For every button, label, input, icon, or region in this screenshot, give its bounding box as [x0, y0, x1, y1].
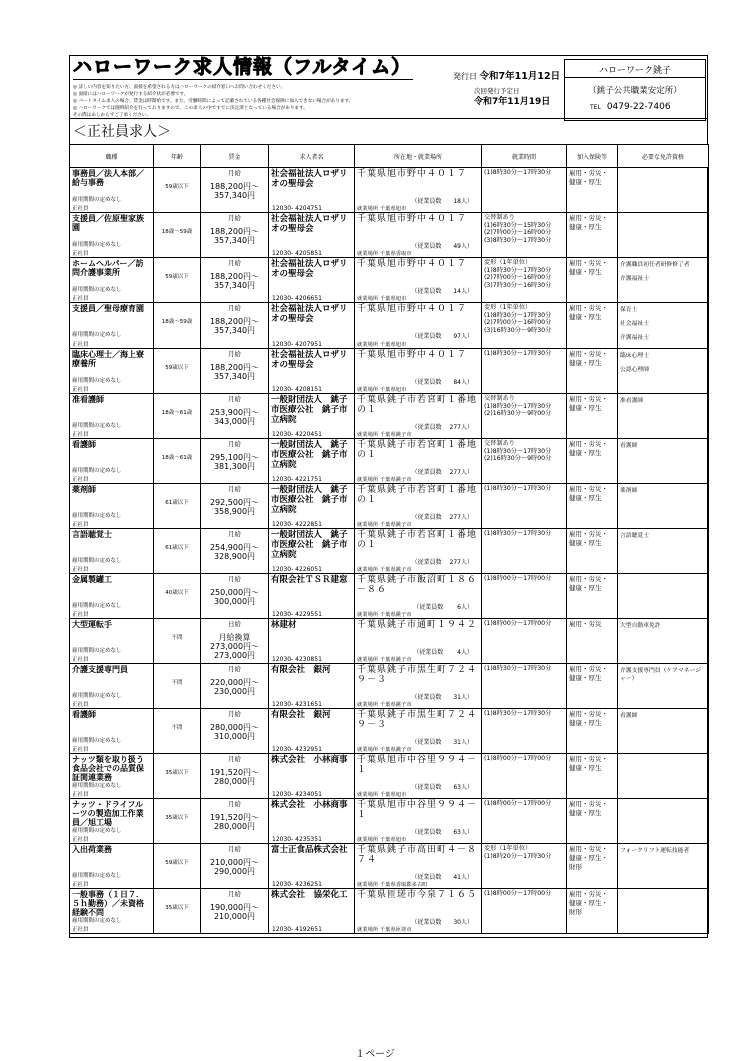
- employment-form: 正社員: [72, 927, 89, 933]
- age-limit: 18歳～59歳: [161, 229, 193, 235]
- wage-type: 月給: [228, 575, 241, 583]
- job-number: 12030- 4229551: [272, 611, 322, 618]
- employee-count: （従業員数 14人）: [411, 288, 473, 295]
- employer-address: 千葉県旭市野中４０１７: [357, 169, 468, 179]
- job-title: 入出荷業務: [72, 845, 112, 854]
- employer-name: 一般財団法人 銚子市医療公社 銚子市立病院: [271, 440, 348, 470]
- job-row[interactable]: [70, 574, 709, 619]
- employer-address: 千葉県旭市野中４０１７: [357, 304, 468, 314]
- employee-count: （従業員数 30人）: [411, 919, 473, 926]
- job-title: 事務員／法人本部／給与事務: [72, 169, 144, 187]
- employer-name: 一般財団法人 銚子市医療公社 銚子市立病院: [271, 530, 348, 560]
- employer-name: 株式会社 小林商事: [271, 800, 348, 810]
- age-limit: 61歳以下: [165, 500, 189, 506]
- issue-date: 発行日 令和7年11月12日: [453, 71, 561, 82]
- workplace: 就業場所 千葉県銚子市: [357, 657, 412, 663]
- phone-icon: TEL: [590, 104, 601, 111]
- insurance: 雇用・労災・ 健康・厚生: [569, 710, 608, 727]
- employer-name: 社会福祉法人ロザリオの聖母会: [271, 169, 348, 189]
- job-row[interactable]: [70, 709, 709, 754]
- work-hours: 交替制あり (1)6時30分～15時30分 (2)7時00分～16時00分 (3)8時30分～17時30分: [484, 214, 552, 244]
- employer-name: 林建材: [271, 620, 297, 630]
- employment-form: 正社員: [72, 387, 89, 393]
- employer-name: 一般財団法人 銚子市医療公社 銚子市立病院: [271, 395, 348, 425]
- workplace: 就業場所 千葉県香取市: [357, 251, 412, 257]
- age-limit: 35歳以下: [165, 770, 189, 776]
- wage-type: 月給: [228, 665, 241, 673]
- employer-name: 有限会社 銀河: [271, 710, 331, 720]
- insurance: 雇用・労災・ 健康・厚生: [569, 350, 608, 367]
- license-item: 言語聴覚士: [620, 533, 649, 539]
- employment-form: 正社員: [72, 657, 89, 663]
- work-hours: 交替制あり (1)8時30分～17時30分 (2)16時30分～9時00分: [484, 395, 552, 417]
- wage-range: 188,200円～ 357,340円: [209, 317, 260, 335]
- workplace: 就業場所 千葉県旭市: [357, 296, 407, 302]
- employment-form: 正社員: [72, 206, 89, 212]
- job-number: 12030- 4208151: [272, 386, 322, 393]
- employment-form: 正社員: [72, 251, 89, 257]
- employer-address: 千葉県銚子市飯沼町１８６－８６: [357, 575, 478, 595]
- license-item: 介護福祉士: [620, 335, 649, 341]
- employee-count: （従業員数 31人）: [411, 739, 473, 746]
- employment-form: 正社員: [72, 342, 89, 348]
- job-number: 12030- 4236251: [272, 881, 322, 888]
- work-hours: 変形（1年単位） (1)8時30分～17時30分 (2)7時00分～16時00分 (3)16時30分～9時30分: [484, 304, 552, 334]
- job-number: 12030- 4230851: [272, 656, 322, 663]
- license-item: 看護師: [620, 443, 638, 449]
- job-title: 金属製罐工: [72, 575, 112, 584]
- contract-type: 雇用期間の定めなし: [72, 693, 122, 699]
- job-title: 准看護師: [72, 395, 104, 404]
- jobs-table: [69, 144, 709, 934]
- workplace: 就業場所 千葉県銚子市: [357, 612, 412, 618]
- workplace: 就業場所 千葉県旭市: [357, 837, 407, 843]
- workplace: 就業場所 千葉県匝瑳市: [357, 927, 412, 933]
- contract-type: 雇用期間の定めなし: [72, 558, 122, 564]
- wage-range: 254,900円～ 328,900円: [209, 543, 260, 561]
- contract-type: 雇用期間の定めなし: [72, 423, 122, 429]
- wage-type: 月給: [228, 395, 241, 403]
- employer-address: 千葉県銚子市黒生町７２４９－３: [357, 710, 478, 730]
- work-hours: (1)8時30分～17時30分: [484, 530, 552, 537]
- column-header: 求人者名: [269, 145, 355, 168]
- notice-line: その際はあしからずご了承ください。: [73, 113, 152, 118]
- work-hours: (1)8時00分～17時00分: [484, 890, 552, 897]
- employer-name: 有限会社 銀河: [271, 665, 331, 675]
- employee-count: （従業員数 84人）: [411, 379, 473, 386]
- age-limit: 61歳以下: [165, 545, 189, 551]
- contract-type: 雇用期間の定めなし: [72, 332, 122, 338]
- employment-form: 正社員: [72, 837, 89, 843]
- notice-line: ◎ ハローワークでは随時紹介を行っておりますので、この求人の中ですでに決定済となっている場合があります。: [73, 106, 308, 111]
- job-number: 12030- 4231651: [272, 701, 322, 708]
- insurance: 雇用・労災・ 健康・厚生・ 財形: [569, 890, 608, 916]
- employee-count: （従業員数 18人）: [411, 198, 473, 205]
- required-licenses: [620, 487, 706, 495]
- employee-count: （従業員数 277人）: [411, 559, 473, 566]
- workplace: 就業場所 千葉県旭市: [357, 206, 407, 212]
- age-limit: 59歳以下: [165, 184, 189, 190]
- employer-name: 社会福祉法人ロザリオの聖母会: [271, 304, 348, 324]
- job-number: 12030- 4226051: [272, 566, 322, 573]
- insurance: 雇用・労災: [569, 620, 602, 628]
- employment-form: 正社員: [72, 792, 89, 798]
- job-row[interactable]: [70, 844, 709, 889]
- work-hours: (1)8時00分～17時00分: [484, 575, 552, 582]
- employer-name: 社会福祉法人ロザリオの聖母会: [271, 214, 348, 234]
- age-limit: 18歳～61歳: [161, 410, 193, 416]
- employment-form: 正社員: [72, 522, 89, 528]
- employee-count: （従業員数 97人）: [411, 333, 473, 340]
- job-row[interactable]: [70, 349, 709, 394]
- employer-name: 一般財団法人 銚子市医療公社 銚子市立病院: [271, 485, 348, 515]
- license-item: 介護支援専門員（ケアマネージャー）: [620, 668, 702, 682]
- job-row[interactable]: [70, 258, 709, 303]
- workplace: 就業場所 千葉県旭市: [357, 792, 407, 798]
- employee-count: （従業員数 31人）: [411, 694, 473, 701]
- employer-address: 千葉県銚子市黒生町７２４９－３: [357, 665, 478, 685]
- required-licenses: [620, 261, 706, 283]
- required-licenses: [620, 442, 706, 450]
- employee-count: （従業員数 4人）: [413, 649, 473, 656]
- job-row[interactable]: [70, 754, 709, 799]
- insurance: 雇用・労災・ 健康・厚生: [569, 304, 608, 321]
- wage-range: 188,200円～ 357,340円: [209, 182, 260, 200]
- employer-address: 千葉県旭市野中４０１７: [357, 214, 468, 224]
- employer-address: 千葉県銚子市高田町４－８７４: [357, 845, 478, 865]
- wage-range: 220,000円～ 230,000円: [209, 678, 260, 696]
- employee-count: （従業員数 277人）: [411, 424, 473, 431]
- contract-type: 雇用期間の定めなし: [72, 468, 122, 474]
- age-limit: 不問: [171, 635, 183, 641]
- column-header: 必要な免許資格: [618, 145, 709, 168]
- work-hours: (1)8時30分～17時30分: [484, 169, 552, 176]
- workplace: 就業場所 千葉県銚子市: [357, 567, 412, 573]
- insurance: 雇用・労災・ 健康・厚生: [569, 530, 608, 547]
- work-hours: 変形（1年単位） (1)8時20分～17時30分: [484, 845, 552, 860]
- wage-range: 191,520円～ 280,000円: [209, 813, 260, 831]
- insurance: 雇用・労災・ 健康・厚生・ 財形: [569, 845, 608, 871]
- insurance: 雇用・労災・ 健康・厚生: [569, 259, 608, 276]
- column-header: 加入保険等: [567, 145, 618, 168]
- job-title: 支援員／佐原聖家族園: [72, 214, 144, 232]
- job-row[interactable]: [70, 889, 709, 934]
- wage-range: 188,200円～ 357,340円: [209, 272, 260, 290]
- wage-range: 295,100円～ 381,300円: [209, 453, 260, 471]
- employer-name: 富士正食品株式会社: [271, 845, 348, 855]
- insurance: 雇用・労災・ 健康・厚生: [569, 665, 608, 682]
- work-hours: (1)8時00分～17時00分: [484, 620, 552, 627]
- job-title: ナッツ類を取り扱う食品会社での品質保証関連業務: [72, 755, 144, 782]
- required-licenses: [620, 306, 706, 342]
- job-row[interactable]: [70, 799, 709, 844]
- office-subtitle: （銚子公共職業安定所）: [588, 86, 682, 96]
- contract-type: 雇用期間の定めなし: [72, 378, 122, 384]
- job-row[interactable]: [70, 394, 709, 439]
- page-title: ハローワーク求人情報（フルタイム）: [73, 56, 412, 78]
- wage-range: 月給換算 273,000円～ 273,000円: [209, 633, 260, 660]
- work-hours: (1)8時30分～17時30分: [484, 710, 552, 717]
- employer-address: 千葉県銚子市若宮町１番地の１: [357, 530, 478, 550]
- column-header: 就業時間: [482, 145, 567, 168]
- job-title: ホームヘルパー／訪問介護事業所: [72, 259, 144, 277]
- work-hours: (1)8時30分～17時30分: [484, 485, 552, 492]
- required-licenses: [620, 622, 706, 630]
- insurance: 雇用・労災・ 健康・厚生: [569, 395, 608, 412]
- employer-address: 千葉県匝瑳市今泉７１６５: [357, 890, 478, 900]
- office-box: [564, 59, 706, 121]
- age-limit: 59歳以下: [165, 274, 189, 280]
- workplace: 就業場所 千葉県銚子市: [357, 432, 412, 438]
- job-title: 言語聴覚士: [72, 530, 112, 539]
- page-number: １ページ: [355, 1049, 395, 1060]
- job-row[interactable]: [70, 529, 709, 574]
- employment-form: 正社員: [72, 477, 89, 483]
- wage-range: 250,000円～ 300,000円: [209, 588, 260, 606]
- required-licenses: [620, 847, 706, 855]
- required-licenses: [620, 397, 706, 405]
- work-hours: 変形（1年単位） (1)8時30分～17時30分 (2)7時00分～16時00分 (3)7時30分～16時30分: [484, 259, 552, 289]
- wage-range: 253,900円～ 343,000円: [209, 408, 260, 426]
- wage-type: 月給: [228, 350, 241, 358]
- required-licenses: [620, 712, 706, 720]
- employer-name: 社会福祉法人ロザリオの聖母会: [271, 259, 348, 279]
- job-title: 支援員／聖母療育園: [72, 304, 144, 313]
- job-row[interactable]: [70, 168, 709, 213]
- insurance: 雇用・労災・ 健康・厚生: [569, 800, 608, 817]
- employee-count: （従業員数 41人）: [411, 874, 473, 881]
- workplace: 就業場所 千葉県銚子市: [357, 747, 412, 753]
- job-number: 12030- 4220451: [272, 431, 322, 438]
- license-item: 臨床心理士: [620, 353, 649, 359]
- job-title: 看護師: [72, 710, 96, 719]
- insurance: 雇用・労災・ 健康・厚生: [569, 575, 608, 592]
- insurance: 雇用・労災・ 健康・厚生: [569, 214, 608, 231]
- license-item: 保育士: [620, 307, 638, 313]
- work-hours: (1)8時00分～17時00分: [484, 800, 552, 807]
- job-row[interactable]: [70, 664, 709, 709]
- workplace: 就業場所 千葉県香取郡多古町: [357, 882, 428, 888]
- age-limit: 59歳以下: [165, 860, 189, 866]
- wage-range: 190,000円～ 210,000円: [209, 903, 260, 921]
- section-title: ＜正社員求人＞: [73, 124, 171, 140]
- contract-type: 雇用期間の定めなし: [72, 648, 122, 654]
- job-title: 大型運転手: [72, 620, 112, 629]
- employer-address: 千葉県銚子市若宮町１番地の１: [357, 440, 478, 460]
- wage-range: 191,520円～ 280,000円: [209, 768, 260, 786]
- insurance: 雇用・労災・ 健康・厚生: [569, 440, 608, 457]
- next-issue-label: 次回発行予定日: [474, 87, 520, 95]
- age-limit: 18歳～59歳: [161, 319, 193, 325]
- job-title: 看護師: [72, 440, 96, 449]
- work-hours: (1)8時30分～17時30分: [484, 665, 552, 672]
- column-header: 年齢: [154, 145, 201, 168]
- age-limit: 35歳以下: [165, 815, 189, 821]
- contract-type: 雇用期間の定めなし: [72, 918, 122, 924]
- contract-type: 雇用期間の定めなし: [72, 513, 122, 519]
- insurance: 雇用・労災・ 健康・厚生: [569, 485, 608, 502]
- employer-address: 千葉県銚子市若宮町１番地の１: [357, 395, 478, 415]
- employment-form: 正社員: [72, 612, 89, 618]
- job-row[interactable]: [70, 303, 709, 349]
- work-hours: 交替制あり (1)8時30分～17時30分 (2)16時30分～9時00分: [484, 440, 552, 462]
- employer-name: 社会福祉法人ロザリオの聖母会: [271, 350, 348, 370]
- employer-name: 株式会社 協栄化工: [271, 890, 348, 900]
- age-limit: 40歳以下: [165, 590, 189, 596]
- wage-type: 月給: [228, 214, 241, 222]
- employer-address: 千葉県旭市野中４０１７: [357, 350, 468, 360]
- workplace: 就業場所 千葉県銚子市: [357, 522, 412, 528]
- wage-range: 292,500円～ 358,900円: [209, 498, 260, 516]
- notice-list: [73, 84, 473, 119]
- wage-type: 月給: [228, 755, 241, 763]
- employee-count: （従業員数 6人）: [413, 604, 473, 611]
- job-number: 12030- 4206651: [272, 295, 322, 302]
- job-row[interactable]: [70, 213, 709, 258]
- job-number: 12030- 4222851: [272, 521, 322, 528]
- contract-type: 雇用期間の定めなし: [72, 783, 122, 789]
- job-row[interactable]: [70, 484, 709, 529]
- employment-form: 正社員: [72, 882, 89, 888]
- notice-line: ◎ 詳しい内容を知りたい方、面接を希望される方はハローワークの紹介窓口へお問い合わせください。: [73, 85, 286, 90]
- insurance: 雇用・労災・ 健康・厚生: [569, 755, 608, 772]
- required-licenses: [620, 352, 706, 374]
- employer-address: 千葉県銚子市通町１９４２: [357, 620, 478, 630]
- license-item: フォークリフト運転技能者: [620, 848, 690, 854]
- license-item: 准看護師: [620, 398, 644, 404]
- work-hours: (1)8時00分～17時00分: [484, 755, 552, 762]
- wage-type: 月給: [228, 304, 241, 312]
- employment-form: 正社員: [72, 747, 89, 753]
- employer-name: 株式会社 小林商事: [271, 755, 348, 765]
- age-limit: 18歳～61歳: [161, 455, 193, 461]
- employer-address: 千葉県旭市中谷里９９４－１: [357, 800, 478, 820]
- contract-type: 雇用期間の定めなし: [72, 197, 122, 203]
- license-item: 看護師: [620, 713, 638, 719]
- job-number: 12030- 4207951: [272, 341, 322, 348]
- license-item: 介護福祉士: [620, 276, 649, 282]
- job-row[interactable]: [70, 619, 709, 664]
- employment-form: 正社員: [72, 432, 89, 438]
- employee-count: （従業員数 49人）: [411, 243, 473, 250]
- job-title: 介護支援専門員: [72, 665, 128, 674]
- workplace: 就業場所 千葉県旭市: [357, 342, 407, 348]
- employer-name: 有限会社ＴＳＲ建窓: [271, 575, 348, 585]
- notice-line: ◎ 面接にはハローワークが発行する紹介状が必要です。: [73, 92, 189, 97]
- contract-type: 雇用期間の定めなし: [72, 873, 122, 879]
- workplace: 就業場所 千葉県旭市: [357, 387, 407, 393]
- wage-type: 月給: [228, 440, 241, 448]
- license-item: 公認心理師: [620, 367, 649, 373]
- contract-type: 雇用期間の定めなし: [72, 242, 122, 248]
- license-item: 大型自動車免許: [620, 623, 661, 629]
- wage-range: 280,000円～ 310,000円: [209, 723, 260, 741]
- workplace: 就業場所 千葉県銚子市: [357, 477, 412, 483]
- age-limit: 59歳以下: [165, 365, 189, 371]
- wage-type: 月給: [228, 845, 241, 853]
- employee-count: （従業員数 63人）: [411, 829, 473, 836]
- wage-type: 月給: [228, 259, 241, 267]
- wage-type: 月給: [228, 169, 241, 177]
- age-limit: 不問: [171, 680, 183, 686]
- job-row[interactable]: [70, 439, 709, 484]
- required-licenses: [620, 667, 706, 683]
- wage-type: 月給: [228, 530, 241, 538]
- employer-address: 千葉県銚子市若宮町１番地の１: [357, 485, 478, 505]
- wage-type: 日給: [228, 620, 241, 628]
- wage-range: 210,000円～ 290,000円: [209, 858, 260, 876]
- job-title: 薬剤師: [72, 485, 96, 494]
- employer-address: 千葉県旭市中谷里９９４－１: [357, 755, 478, 775]
- contract-type: 雇用期間の定めなし: [72, 738, 122, 744]
- wage-type: 月給: [228, 800, 241, 808]
- job-number: 12030- 4192651: [272, 926, 322, 933]
- employee-count: （従業員数 63人）: [411, 784, 473, 791]
- job-title: 一般事務（１日７．５ｈ勤務）／未資格経験不問: [72, 890, 144, 917]
- age-limit: 35歳以下: [165, 905, 189, 911]
- office-name: ハローワーク銚子: [598, 66, 671, 76]
- license-item: 介護職員初任者研修修了者: [620, 262, 690, 268]
- job-number: 12030- 4205851: [272, 250, 322, 257]
- column-header: 所在地・就業場所: [355, 145, 482, 168]
- license-item: 薬剤師: [620, 488, 638, 494]
- job-title: ナッツ・ドライフルーツの製造加工作業員／旭工場: [72, 800, 144, 827]
- job-number: 12030- 4232951: [272, 746, 322, 753]
- column-header: 職種: [70, 145, 154, 168]
- license-item: 社会福祉士: [620, 321, 649, 327]
- workplace: 就業場所 千葉県銚子市: [357, 702, 412, 708]
- next-issue-date: 令和7年11月19日: [474, 97, 551, 107]
- contract-type: 雇用期間の定めなし: [72, 603, 122, 609]
- wage-type: 月給: [228, 710, 241, 718]
- contract-type: 雇用期間の定めなし: [72, 828, 122, 834]
- column-header: 賃金: [201, 145, 269, 168]
- employer-address: 千葉県旭市野中４０１７: [357, 259, 468, 269]
- job-number: 12030- 4204751: [272, 205, 322, 212]
- required-licenses: [620, 532, 706, 540]
- employment-form: 正社員: [72, 567, 89, 573]
- job-number: 12030- 4235351: [272, 836, 322, 843]
- age-limit: 不問: [171, 725, 183, 731]
- insurance: 雇用・労災・ 健康・厚生: [569, 169, 608, 186]
- wage-type: 月給: [228, 485, 241, 493]
- wage-range: 188,200円～ 357,340円: [209, 227, 260, 245]
- employee-count: （従業員数 277人）: [411, 514, 473, 521]
- employee-count: （従業員数 277人）: [411, 469, 473, 476]
- employment-form: 正社員: [72, 296, 89, 302]
- contract-type: 雇用期間の定めなし: [72, 287, 122, 293]
- job-title: 臨床心理士／海上寮療養所: [72, 350, 144, 368]
- work-hours: (1)8時30分～17時30分: [484, 350, 552, 357]
- wage-type: 月給: [228, 890, 241, 898]
- employment-form: 正社員: [72, 702, 89, 708]
- job-number: 12030- 4221751: [272, 476, 322, 483]
- notice-line: ◎ パートタイム求人の場合、賃金は時間給です。また、労働時間によって記載されている各種社会保険に加入できない場合があります。: [73, 99, 354, 104]
- wage-range: 188,200円～ 357,340円: [209, 363, 260, 381]
- office-phone: TEL 0479-22-7406: [590, 102, 671, 112]
- job-number: 12030- 4234051: [272, 791, 322, 798]
